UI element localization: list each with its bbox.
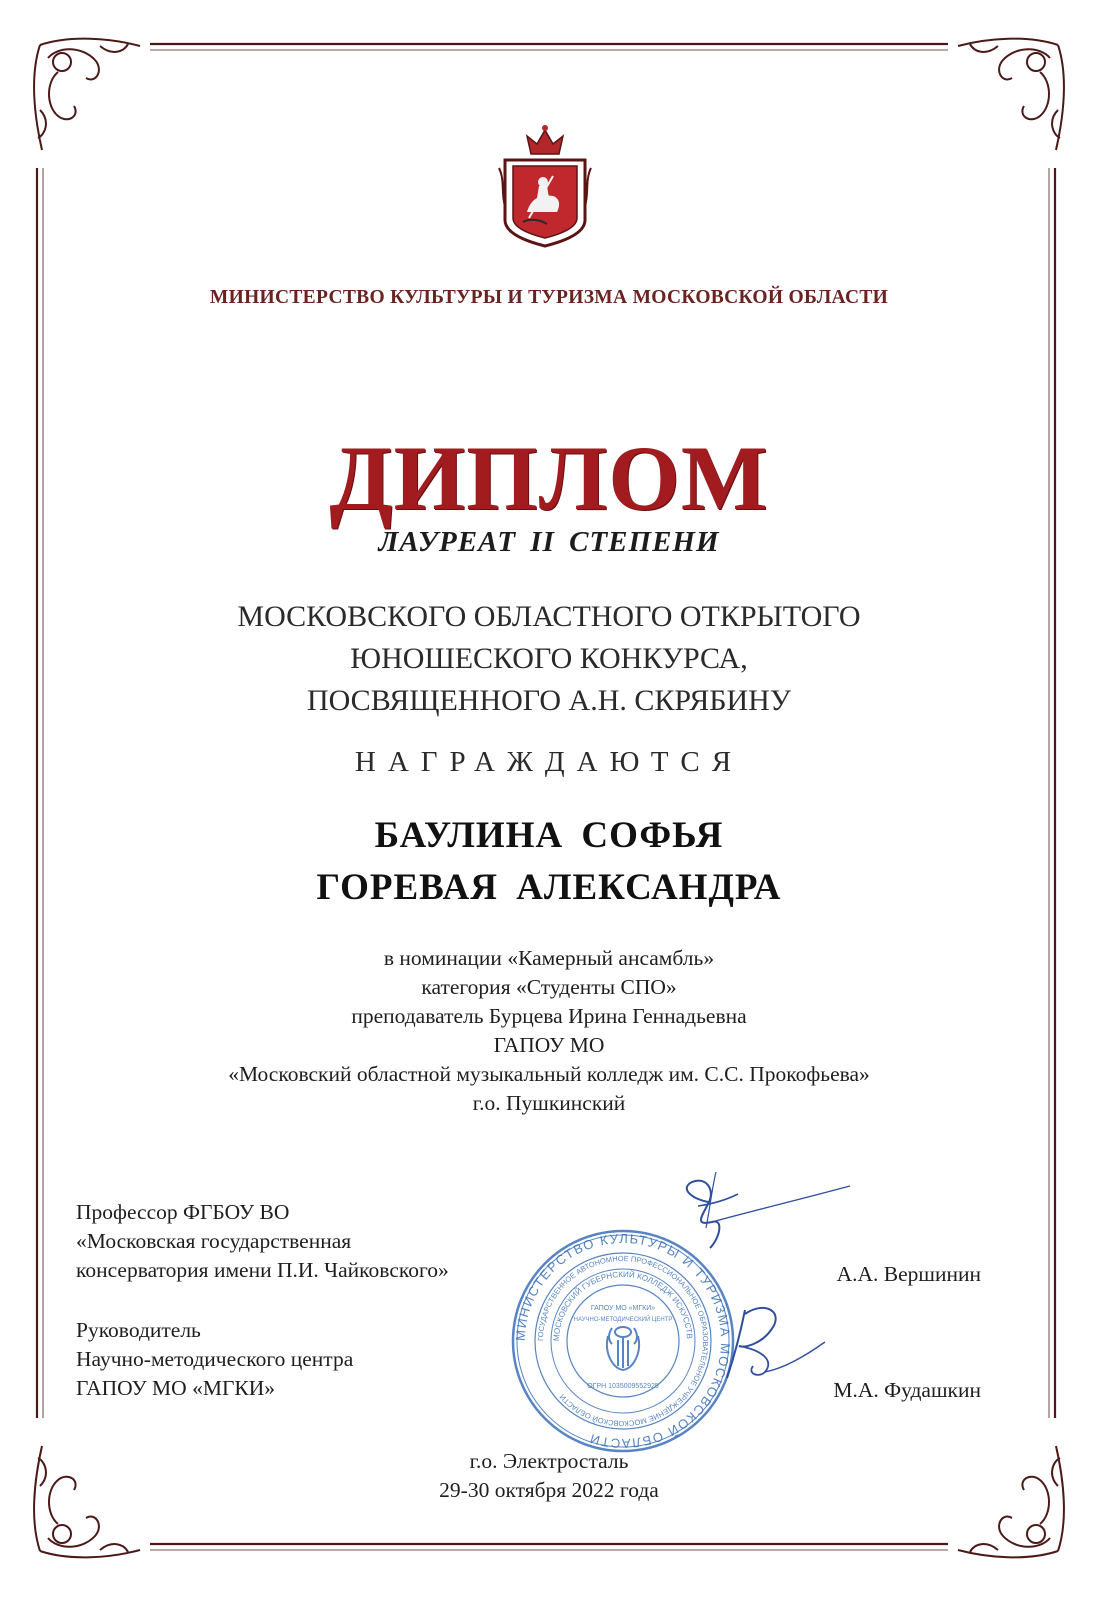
footer-place-date: [0, 1447, 1098, 1505]
recipient-name: БАУЛИНА СОФЬЯ: [374, 815, 724, 856]
ministry-header: МИНИСТЕРСТВО КУЛЬТУРЫ И ТУРИЗМА МОСКОВСКОЙ ОБЛАСТИ: [209, 287, 889, 308]
signatory-title-line: «Московская государственная: [76, 1229, 352, 1253]
stamp-center-top: ГАПОУ МО «МГКИ»: [590, 1305, 656, 1312]
signatory-2-title: [76, 1316, 353, 1403]
contest-line: ЮНОШЕСКОГО КОНКУРСА,: [350, 642, 748, 675]
stamp-outer-text: МИНИСТЕРСТВО КУЛЬТУРЫ И ТУРИЗМА МОСКОВСКОЙ ОБЛАСТИ: [512, 1230, 734, 1452]
corner-ornament-icon: [34, 39, 140, 150]
city-line: г.о. Пушкинский: [472, 1091, 626, 1115]
signatory-title-line: консерватория имени П.И. Чайковского»: [76, 1258, 449, 1282]
stamp-ogrn: ОГРН 1035009552925: [587, 1383, 659, 1390]
footer-city: г.о. Электросталь: [469, 1449, 629, 1473]
signatory-title-line: Руководитель: [76, 1318, 201, 1342]
signatory-1-name: А.А. Вершинин: [836, 1262, 981, 1286]
moscow-region-coat-of-arms-icon: [497, 124, 593, 250]
contest-line: МОСКОВСКОГО ОБЛАСТНОГО ОТКРЫТОГО: [237, 600, 861, 633]
college-line: «Московский областной музыкальный колледж им. С.С. Прокофьева»: [228, 1062, 870, 1086]
institution-line: ГАПОУ МО: [493, 1033, 605, 1057]
signatory-2-name: М.А. Фудашкин: [833, 1378, 981, 1402]
award-details: [0, 944, 1098, 1118]
stamp-inner-text: МОСКОВСКИЙ ГУБЕРНСКИЙ КОЛЛЕДЖ ИСКУССТВ: [551, 1269, 695, 1342]
signatory-1-title: [76, 1198, 449, 1285]
recipient-name: ГОРЕВАЯ АЛЕКСАНДРА: [316, 867, 782, 908]
contest-name: [0, 596, 1098, 722]
stamp-center-mid: НАУЧНО-МЕТОДИЧЕСКИЙ ЦЕНТР: [573, 1317, 673, 1323]
nomination-line: в номинации «Камерный ансамбль»: [383, 946, 715, 970]
awarded-label: НАГРАЖДАЮТСЯ: [354, 746, 744, 778]
corner-ornament-icon: [958, 39, 1064, 150]
document-title: ДИПЛОМ: [329, 427, 769, 529]
teacher-line: преподаватель Бурцева Ирина Геннадьевна: [351, 1004, 747, 1028]
stamp-middle-text: ГОСУДАРСТВЕННОЕ АВТОНОМНОЕ ПРОФЕССИОНАЛЬНОЕ ОБРАЗОВАТЕЛЬНОЕ УЧРЕЖДЕНИЕ МОСКОВСКОЙ ОБЛАСТИ: [535, 1253, 711, 1429]
handwritten-signature-icon: [650, 1168, 860, 1278]
laureate-degree: ЛАУРЕАТ II СТЕПЕНИ: [378, 526, 720, 558]
category-line: категория «Студенты СПО»: [421, 975, 677, 999]
recipient-names: [0, 810, 1098, 914]
signatory-title-line: ГАПОУ МО «МГКИ»: [76, 1376, 275, 1400]
contest-line: ПОСВЯЩЕННОГО А.Н. СКРЯБИНУ: [306, 684, 792, 717]
signatory-title-line: Профессор ФГБОУ ВО: [76, 1200, 290, 1224]
footer-date: 29-30 октября 2022 года: [439, 1478, 659, 1502]
signatory-title-line: Научно-методического центра: [76, 1347, 354, 1371]
handwritten-signature-icon: [705, 1290, 835, 1400]
